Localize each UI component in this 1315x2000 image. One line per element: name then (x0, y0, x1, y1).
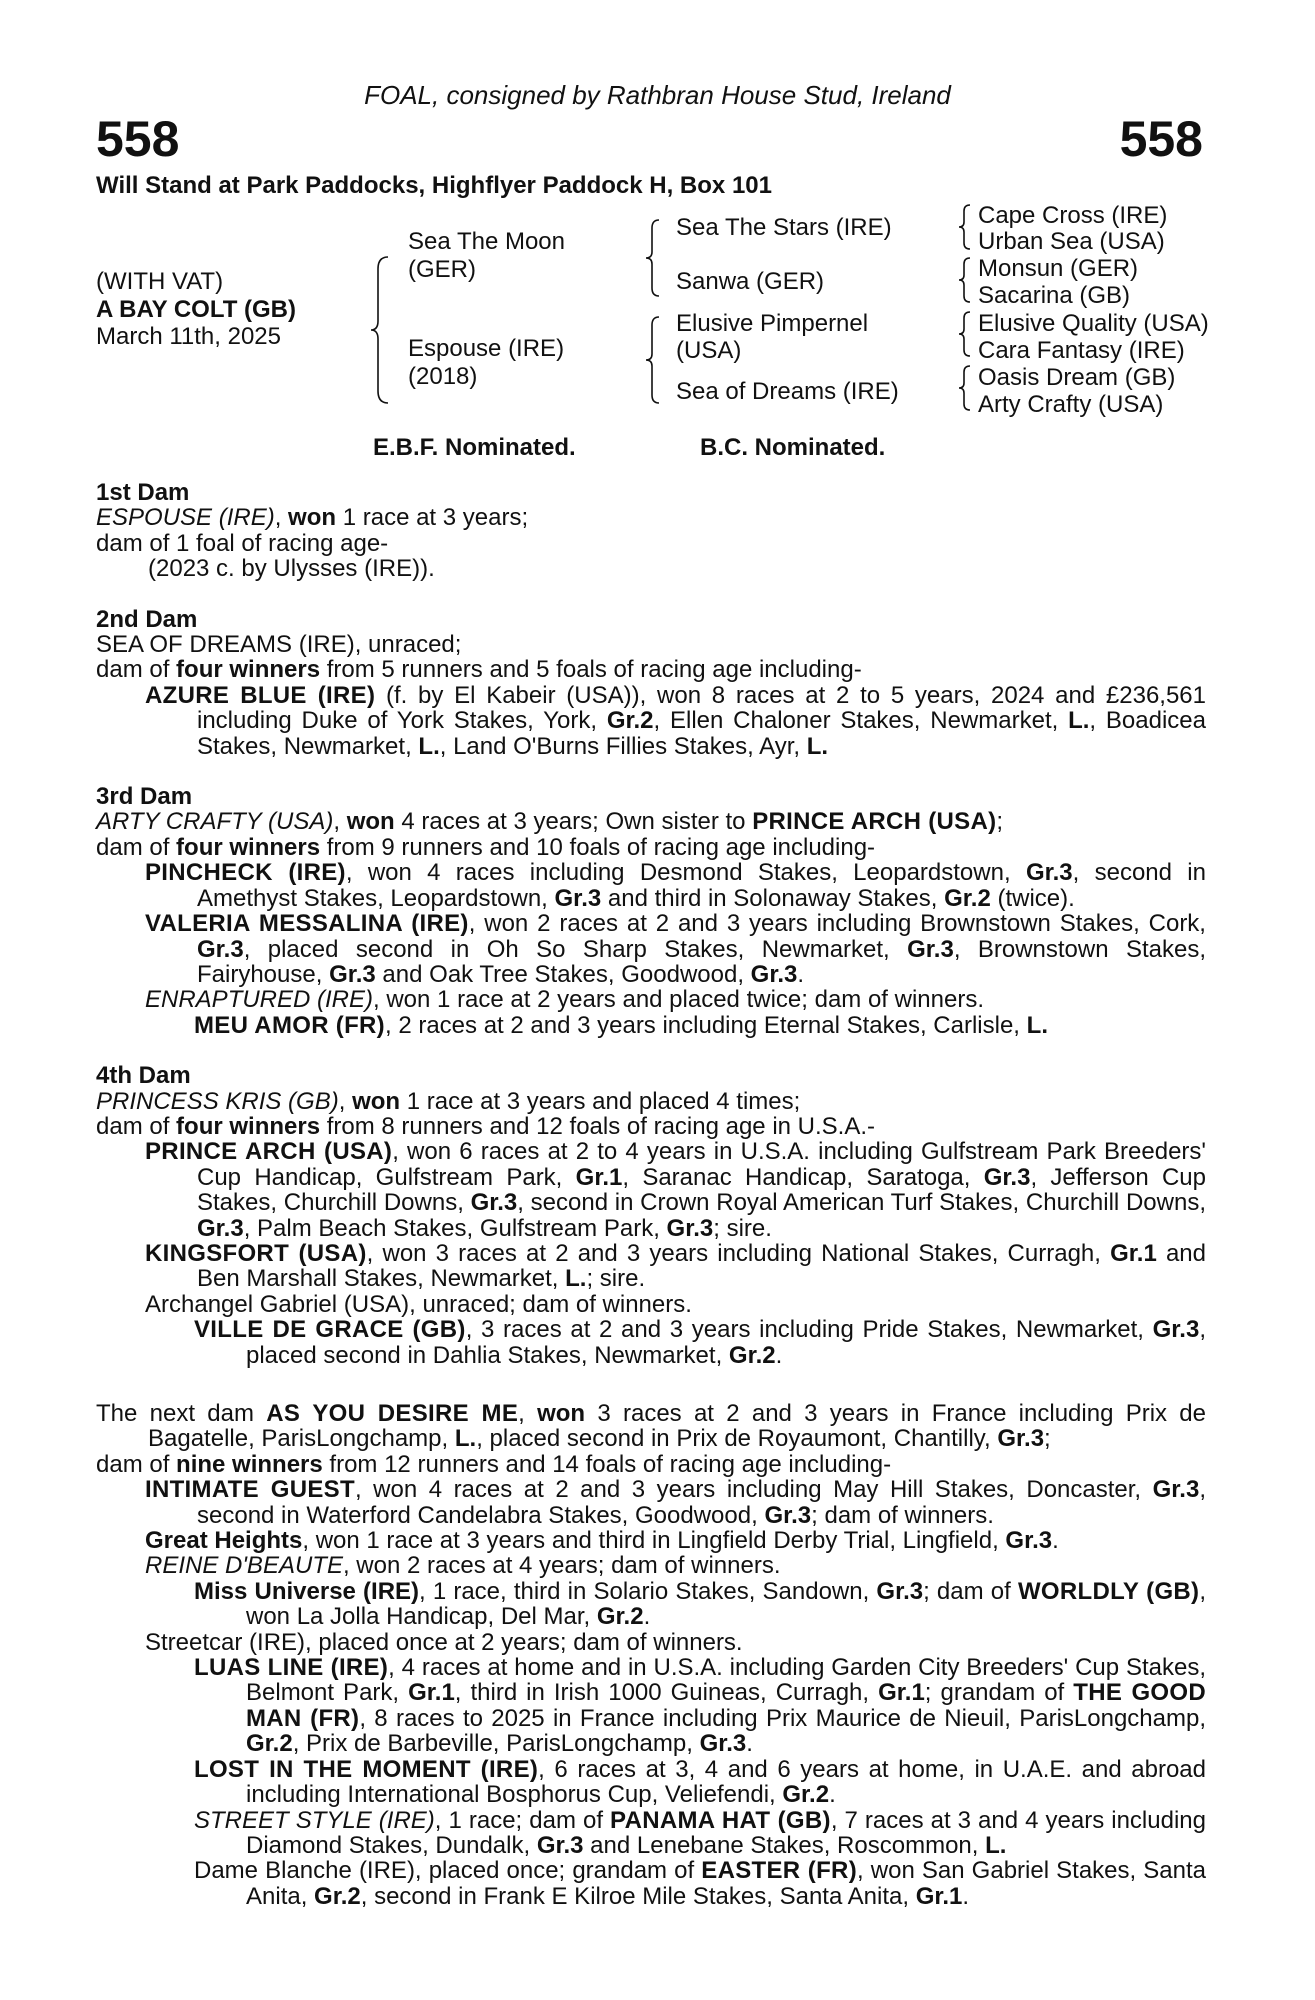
text: , second in Crown Royal American Turf Stakes, Churchill Downs, (517, 1189, 1206, 1217)
miss-universe-entry (96, 1579, 1206, 1630)
gsire-8: Arty Crafty (USA) (978, 391, 1164, 418)
pedigree-brace-g3 (958, 310, 972, 358)
text: from 8 runners and 12 foals of racing age in U.S.A.- (320, 1112, 876, 1140)
text: , Boadicea Stakes, Newmarket, (197, 707, 1206, 760)
grade: Gr.3 (876, 1577, 924, 1605)
gsire-2: Urban Sea (USA) (978, 228, 1165, 255)
stand-location: Will Stand at Park Paddocks, Highflyer Paddock H, Box 101 (96, 172, 772, 199)
horse-name: REINE D'BEAUTE (145, 1552, 343, 1580)
horse-name: ENRAPTURED (IRE) (145, 986, 374, 1014)
grade: Gr.2 (944, 884, 991, 912)
winners-count: four winners (176, 833, 321, 861)
streetcar-entry: Streetcar (IRE), placed once at 2 years; dam of winners. (145, 1628, 743, 1656)
pedigree-brace-sire (645, 218, 661, 298)
grade: Gr.3 (983, 1163, 1031, 1191)
text: Dame Blanche (IRE), placed once; grandam of (194, 1857, 702, 1885)
horse-name: INTIMATE GUEST (145, 1476, 355, 1504)
text: , won 2 races at 4 years; dam of winners. (342, 1552, 781, 1580)
grade: Gr.2 (314, 1882, 361, 1910)
horse-name: PRINCE ARCH (USA) (145, 1138, 393, 1166)
text: ; (996, 808, 1004, 836)
pedigree-brace-g4 (958, 364, 972, 412)
listed: L. (985, 1831, 1007, 1859)
horse-name: WORLDLY (GB) (1017, 1577, 1200, 1605)
text: . (962, 1882, 970, 1910)
grade: Gr.2 (782, 1781, 830, 1809)
won-label: won (537, 1400, 586, 1427)
sire-line2: (GER) (408, 256, 476, 283)
text: ; (1044, 1425, 1051, 1453)
text: , second in Waterford Candelabra Stakes, Goodwood, (197, 1476, 1206, 1529)
text: (f. by El Kabeir (USA)), won 8 races at 2 to 5 years, 2024 and £236,561 including Duke of York Stakes, York, (197, 681, 1206, 735)
grade: Gr.3 (197, 935, 244, 963)
grade: Gr.3 (554, 884, 602, 912)
archangel-entry: Archangel Gabriel (USA), unraced; dam of winners. (145, 1290, 692, 1318)
grade: Gr.2 (606, 707, 654, 735)
grade: Gr.1 (1110, 1239, 1157, 1267)
text: , third in Irish 1000 Guineas, Curragh, (454, 1679, 879, 1707)
text: , Saranac Handicap, Saratoga, (622, 1163, 984, 1191)
catalogue-body (96, 480, 1206, 1909)
horse-dob: March 11th, 2025 (96, 323, 282, 350)
text: , second in Frank E Kilroe Mile Stakes, Santa Anita, (360, 1882, 916, 1910)
text: , Ellen Chaloner Stakes, Newmarket, (653, 707, 1069, 735)
horse-name: PANAMA HAT (GB) (610, 1806, 831, 1834)
lot-number-right: 558 (1119, 111, 1203, 167)
text: dam of (96, 1450, 177, 1478)
grade: Gr.3 (329, 960, 376, 988)
listed: L. (454, 1425, 477, 1453)
horse-name: EASTER (FR) (701, 1857, 857, 1885)
grade: Gr.2 (596, 1603, 644, 1631)
bc-nominated: B.C. Nominated. (700, 434, 886, 461)
gsire-3: Monsun (GER) (978, 255, 1139, 282)
text: from 9 runners and 10 foals of racing age including- (320, 833, 876, 861)
text: from 5 runners and 5 foals of racing age including- (320, 656, 862, 684)
fourth-dam-section (96, 1063, 1206, 1368)
text: ; dam of (923, 1577, 1018, 1605)
grade: Gr.3 (699, 1730, 747, 1758)
grade: Gr.3 (470, 1189, 518, 1217)
lot-number-left: 558 (96, 111, 180, 167)
text: dam of (96, 656, 177, 684)
text: , placed second in Oh So Sharp Stakes, Newmarket, (243, 935, 908, 963)
third-dam-section (96, 784, 1206, 1038)
gsire-4: Sacarina (GB) (978, 282, 1131, 309)
text: , (274, 504, 289, 532)
ebf-nominated: E.B.F. Nominated. (373, 434, 576, 461)
text: , 4 races at home and in U.S.A. including Garden City Breeders' Cup Stakes, Belmont Park, (246, 1654, 1206, 1707)
dam-line2: (2018) (408, 363, 478, 390)
grade: Gr.2 (246, 1730, 293, 1758)
won-label: won (352, 1087, 401, 1115)
second-dam-heading: 2nd Dam (96, 605, 198, 633)
listed: L. (1068, 707, 1090, 735)
horse-name: VILLE DE GRACE (GB) (194, 1316, 466, 1344)
pincheck-entry (96, 860, 1206, 911)
text: The next dam (96, 1400, 267, 1427)
first-dam-section (96, 480, 1206, 582)
grade: Gr.3 (1152, 1316, 1200, 1344)
text: , won 1 race at 3 years and third in Lingfield Derby Trial, Lingfield, (302, 1527, 1006, 1555)
first-dam-heading: 1st Dam (96, 479, 190, 506)
text: 3 races at 2 and 3 years in France including Prix de Bagatelle, ParisLongchamp, (148, 1400, 1206, 1453)
text: , 3 races at 2 and 3 years including Pride Stakes, Newmarket, (465, 1316, 1153, 1344)
text: , won 1 race at 2 years and placed twice; dam of winners. (373, 986, 984, 1014)
kingsfort-entry (96, 1241, 1206, 1292)
text: , 7 races at 3 and 4 years including Diamond Stakes, Dundalk, (246, 1806, 1206, 1859)
pedigree-brace-dam (645, 315, 661, 405)
text: ; grandam of (924, 1679, 1074, 1707)
won-label: won (288, 504, 337, 532)
text: , second in Amethyst Stakes, Leopardstown, (197, 859, 1206, 912)
listed: L. (806, 732, 829, 760)
dame-blanche-entry (96, 1858, 1206, 1909)
first-dam-line3: (2023 c. by Ulysses (IRE)). (148, 555, 435, 583)
text: and third in Solonaway Stakes, (601, 884, 945, 912)
text: , won San Gabriel Stakes, Santa Anita, (246, 1857, 1207, 1910)
text: (twice). (990, 884, 1075, 912)
text: . (775, 1341, 783, 1369)
text: , (518, 1400, 538, 1427)
grade: Gr.1 (878, 1679, 925, 1707)
next-dam-section (96, 1401, 1206, 1909)
text: , (338, 1087, 353, 1115)
text: , Palm Beach Stakes, Gulfstream Park, (243, 1214, 667, 1242)
listed: L. (1026, 1011, 1048, 1039)
winners-count: four winners (176, 1112, 321, 1140)
horse-name: THE GOOD MAN (FR) (246, 1679, 1206, 1732)
third-dam-line2 (96, 835, 1206, 860)
next-dam-line2 (96, 1452, 1206, 1477)
text: , Jefferson Cup Stakes, Churchill Downs, (197, 1163, 1207, 1217)
text: , Land O'Burns Fillies Stakes, Ayr, (439, 732, 807, 760)
lost-in-the-moment-entry (96, 1757, 1206, 1808)
grade: Gr.3 (1025, 859, 1073, 887)
grade: Gr.2 (728, 1341, 776, 1369)
horse-name: A BAY COLT (GB) (96, 296, 297, 323)
text: and Ben Marshall Stakes, Newmarket, (197, 1239, 1206, 1293)
text: and Lenebane Stakes, Roscommon, (583, 1831, 986, 1859)
intimate-guest-entry (96, 1477, 1206, 1528)
pedigree-brace-g2 (958, 256, 972, 304)
gsire-6: Cara Fantasy (IRE) (978, 337, 1185, 364)
text: , 6 races at 3, 4 and 6 years at home, in U.A.E. and abroad including International Bosphorus Cup, Veliefendi, (246, 1755, 1206, 1809)
winners-count: four winners (176, 656, 321, 684)
grade: Gr.3 (750, 960, 798, 988)
text: , won 4 races at 2 and 3 years including May Hill Stakes, Doncaster, (354, 1476, 1153, 1504)
horse-name: Miss Universe (IRE) (194, 1577, 420, 1605)
fourth-dam-line2 (96, 1114, 1206, 1139)
dam-sire-line1: Elusive Pimpernel (676, 310, 869, 337)
horse-name: PRINCESS KRIS (GB) (96, 1087, 339, 1115)
grade: Gr.1 (575, 1163, 623, 1191)
dam-line1: Espouse (IRE) (408, 335, 565, 362)
sire-sire: Sea The Stars (IRE) (676, 214, 892, 241)
luas-line-entry (96, 1655, 1206, 1757)
text: , placed second in Dahlia Stakes, Newmarket, (246, 1316, 1206, 1369)
horse-name: PINCHECK (IRE) (145, 859, 346, 887)
azure-blue-entry (96, 683, 1206, 759)
grade: Gr.3 (764, 1501, 812, 1529)
text: . (746, 1730, 753, 1758)
horse-name: MEU AMOR (FR) (194, 1011, 385, 1039)
horse-vat: (WITH VAT) (96, 268, 224, 295)
first-dam-line1 (96, 505, 1206, 530)
text: dam of (96, 1112, 177, 1140)
grade: Gr.3 (197, 1214, 244, 1242)
text: . (797, 960, 805, 988)
horse-name: ARTY CRAFTY (USA) (96, 808, 334, 836)
dam-sire-line2: (USA) (676, 337, 742, 364)
fourth-dam-heading: 4th Dam (96, 1062, 191, 1090)
horse-name: LUAS LINE (IRE) (194, 1654, 389, 1682)
next-dam-line1 (96, 1401, 1206, 1452)
horse-name: Great Heights (145, 1527, 303, 1555)
won-label: won (346, 808, 395, 836)
text: ; dam of winners. (811, 1501, 994, 1529)
fourth-dam-line1 (96, 1089, 1206, 1114)
second-dam-line2 (96, 657, 1206, 682)
text: dam of (96, 833, 177, 861)
gsire-1: Cape Cross (IRE) (978, 202, 1168, 229)
second-dam-line1: SEA OF DREAMS (IRE), unraced; (96, 631, 462, 659)
espouse-name: ESPOUSE (IRE) (96, 504, 275, 532)
listed: L. (565, 1265, 587, 1293)
ville-de-grace-entry (96, 1317, 1206, 1368)
grade: Gr.3 (907, 935, 954, 963)
text: , won 3 races at 2 and 3 years including National Stakes, Curragh, (366, 1239, 1111, 1267)
horse-name: LOST IN THE MOMENT (IRE) (194, 1755, 539, 1783)
text: , won La Jolla Handicap, Del Mar, (246, 1577, 1207, 1631)
horse-name: PRINCE ARCH (USA) (752, 808, 997, 836)
text: ; sire. (713, 1214, 772, 1242)
winners-count: nine winners (176, 1450, 323, 1478)
text: 4 races at 3 years; Own sister to (394, 808, 753, 836)
horse-name: AZURE BLUE (IRE) (145, 681, 376, 709)
sire-dam: Sanwa (GER) (676, 268, 825, 295)
grade: Gr.3 (1005, 1527, 1053, 1555)
text: , won 4 races including Desmond Stakes, Leopardstown, (345, 859, 1026, 887)
text: and Oak Tree Stakes, Goodwood, (375, 960, 751, 988)
text: , Brownstown Stakes, Fairyhouse, (197, 935, 1207, 988)
grade: Gr.3 (666, 1214, 714, 1242)
reine-entry (96, 1553, 1206, 1578)
text: 1 race at 3 years; (336, 504, 529, 532)
text: . (1052, 1527, 1059, 1555)
horse-name: STREET STYLE (IRE) (194, 1806, 435, 1834)
text: , won 6 races at 2 to 4 years in U.S.A. including Gulfstream Park Breeders' Cup Handicap, Gulfstream Park, (197, 1138, 1207, 1191)
prince-arch-entry (96, 1139, 1206, 1241)
meu-amor-entry (96, 1013, 1206, 1038)
gsire-7: Oasis Dream (GB) (978, 364, 1176, 391)
consignor-line: FOAL, consigned by Rathbran House Stud, Ireland (364, 80, 951, 110)
text: , (333, 808, 347, 836)
first-dam-line2: dam of 1 foal of racing age- (96, 529, 389, 557)
text: , 2 races at 2 and 3 years including Eternal Stakes, Carlisle, (384, 1011, 1027, 1039)
text: , Prix de Barbeville, ParisLongchamp, (292, 1730, 700, 1758)
dam-dam: Sea of Dreams (IRE) (676, 378, 899, 405)
horse-name: VALERIA MESSALINA (IRE) (145, 910, 469, 938)
grade: Gr.1 (915, 1882, 963, 1910)
text: , won 2 races at 2 and 3 years including Brownstown Stakes, Cork, (468, 910, 1206, 938)
text: . (829, 1781, 836, 1809)
street-style-entry (96, 1808, 1206, 1859)
listed: L. (418, 732, 440, 760)
third-dam-line1 (96, 809, 1206, 834)
text: , 1 race; dam of (434, 1806, 611, 1834)
gsire-5: Elusive Quality (USA) (978, 310, 1209, 337)
valeria-entry (96, 911, 1206, 987)
text: , 8 races to 2025 in France including Prix Maurice de Nieuil, ParisLongchamp, (359, 1704, 1207, 1732)
text: from 12 runners and 14 foals of racing age including- (322, 1450, 892, 1478)
sire-line1: Sea The Moon (408, 228, 565, 255)
horse-name: AS YOU DESIRE ME (266, 1400, 519, 1427)
grade: Gr.3 (997, 1425, 1045, 1453)
text: ; sire. (586, 1265, 646, 1293)
grade: Gr.3 (536, 1831, 584, 1859)
grade: Gr.3 (1152, 1476, 1200, 1504)
text: , 1 race, third in Solario Stakes, Sandown, (419, 1577, 877, 1605)
pedigree-brace-g1 (958, 203, 972, 251)
text: , placed second in Prix de Royaumont, Chantilly, (476, 1425, 998, 1453)
third-dam-heading: 3rd Dam (96, 783, 193, 811)
text: 1 race at 3 years and placed 4 times; (400, 1087, 801, 1115)
horse-name: KINGSFORT (USA) (145, 1239, 367, 1267)
grade: Gr.1 (408, 1679, 455, 1707)
pedigree-brace-main (370, 255, 390, 405)
text: . (643, 1603, 651, 1631)
great-heights-entry (96, 1528, 1206, 1553)
second-dam-section (96, 607, 1206, 759)
enraptured-entry (96, 987, 1206, 1012)
